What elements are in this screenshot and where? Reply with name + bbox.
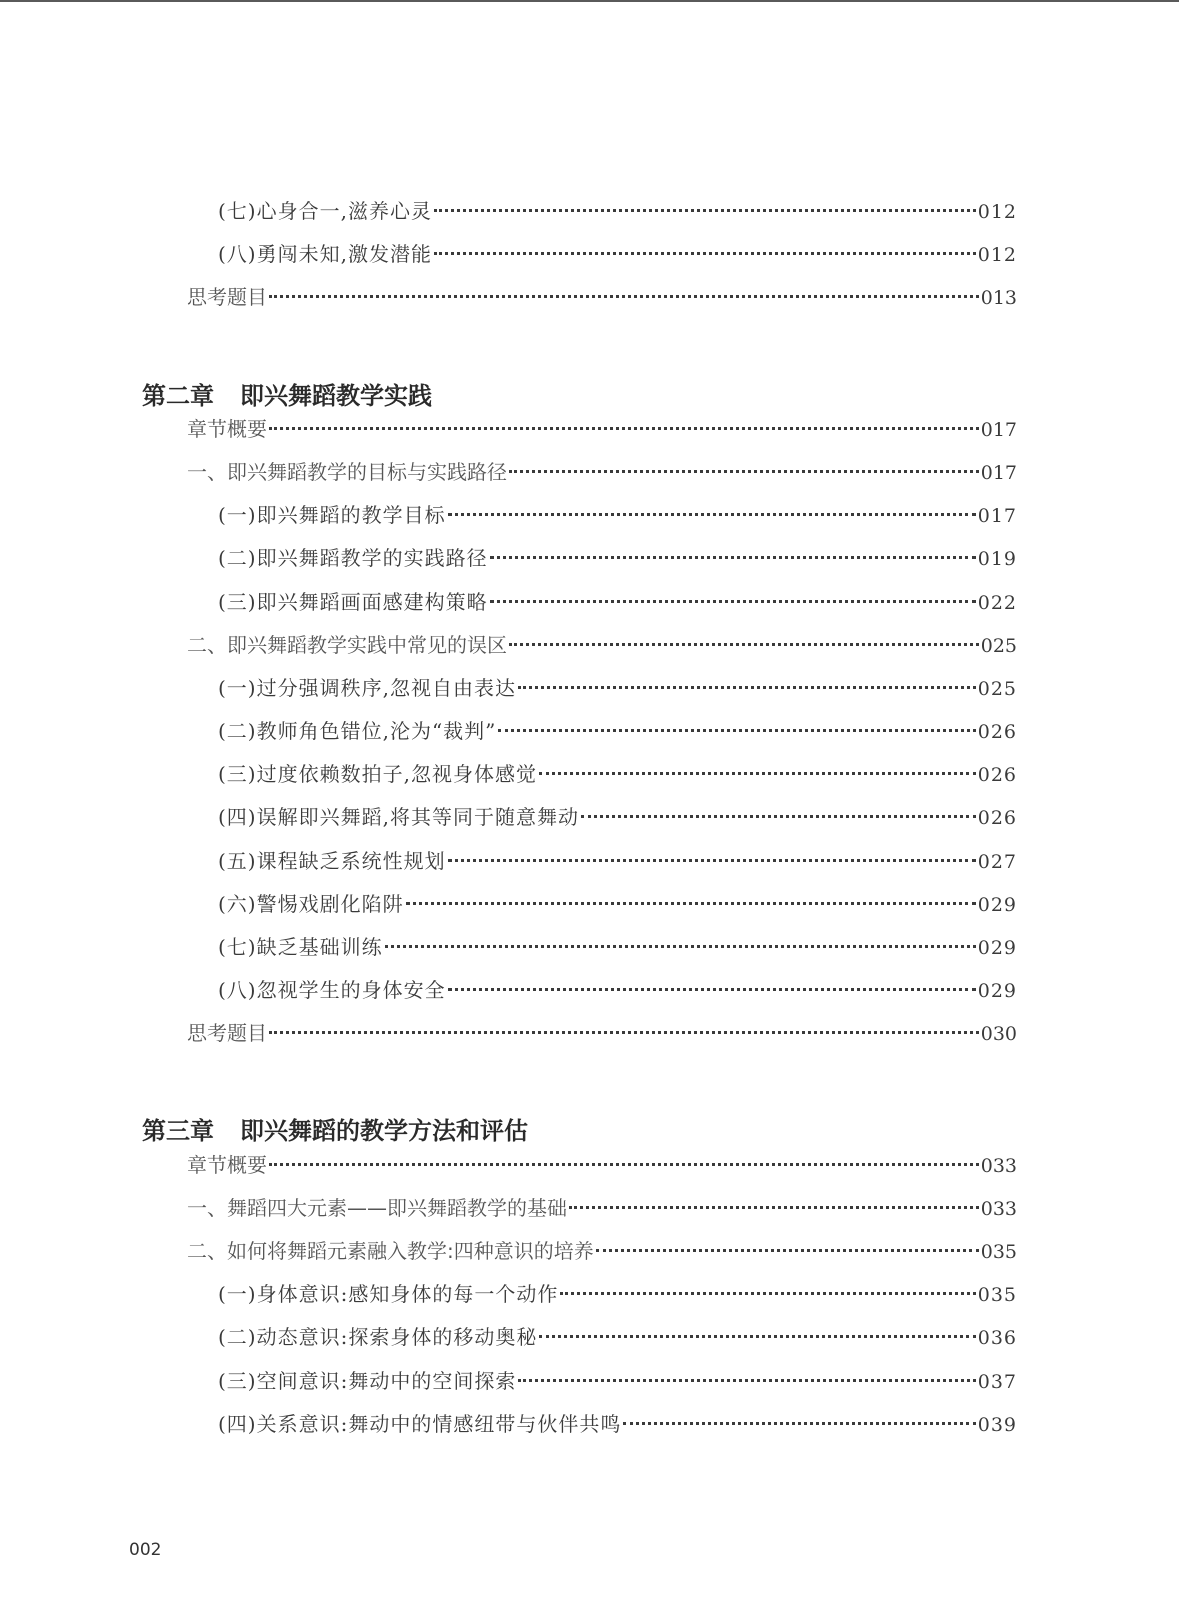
toc-entry[interactable]	[218, 846, 1017, 876]
toc-entry[interactable]	[187, 1150, 1017, 1180]
toc-entry-page: 026	[977, 721, 1017, 743]
toc-entry-page: 039	[977, 1414, 1017, 1436]
toc-entry-page: 030	[980, 1023, 1017, 1045]
dot-leader	[269, 295, 979, 298]
dot-leader	[406, 902, 976, 905]
toc-entry-title: (四)关系意识:舞动中的情感纽带与伙伴共鸣	[218, 1412, 622, 1436]
toc-entry-page: 019	[977, 548, 1017, 570]
toc-entry-page: 017	[977, 505, 1017, 527]
dot-leader	[434, 252, 976, 255]
dot-leader	[269, 427, 979, 430]
toc-entry-page: 037	[977, 1371, 1017, 1393]
toc-entry-page: 035	[980, 1241, 1017, 1263]
toc-entry-page: 013	[980, 287, 1017, 309]
dot-leader	[385, 945, 976, 948]
toc-entry-title: 二、即兴舞蹈教学实践中常见的误区	[187, 633, 507, 657]
chapter-heading[interactable]	[142, 1113, 528, 1149]
toc-entry-page: 012	[977, 244, 1017, 266]
toc-entry-page: 029	[977, 894, 1017, 916]
chapter-number: 第三章	[142, 1116, 214, 1145]
toc-entry-title: 二、如何将舞蹈元素融入教学:四种意识的培养	[187, 1239, 594, 1263]
toc-entry-title: (五)课程缺乏系统性规划	[218, 849, 446, 873]
page-number: 002	[129, 1540, 162, 1560]
toc-entry-title: 思考题目	[187, 1021, 267, 1045]
toc-entry-title: (七)心身合一,滋养心灵	[218, 199, 432, 223]
toc-entry[interactable]	[218, 889, 1017, 919]
toc-entry-title: (一)即兴舞蹈的教学目标	[218, 503, 446, 527]
chapter-number: 第二章	[142, 381, 214, 410]
dot-leader	[581, 815, 976, 818]
toc-entry-title: 一、舞蹈四大元素——即兴舞蹈教学的基础	[187, 1196, 567, 1220]
toc-entry-title: (一)身体意识:感知身体的每一个动作	[218, 1282, 559, 1306]
toc-entry[interactable]	[187, 1236, 1017, 1266]
dot-leader	[518, 1379, 975, 1382]
dot-leader	[560, 1292, 975, 1295]
toc-entry[interactable]	[187, 630, 1017, 660]
dot-leader	[448, 859, 976, 862]
dot-leader	[596, 1249, 979, 1252]
toc-entry[interactable]	[218, 1279, 1017, 1309]
chapter-heading[interactable]	[142, 378, 432, 414]
toc-entry[interactable]	[187, 282, 1017, 312]
toc-entry-page: 017	[980, 462, 1017, 484]
top-rule	[0, 0, 1179, 2]
toc-entry-title: 章节概要	[187, 417, 267, 441]
toc-entry[interactable]	[187, 1018, 1017, 1048]
dot-leader	[490, 600, 976, 603]
dot-leader	[509, 470, 979, 473]
toc-entry[interactable]	[187, 414, 1017, 444]
dot-leader	[539, 772, 976, 775]
toc-entry-title: (六)警惕戏剧化陷阱	[218, 892, 404, 916]
dot-leader	[518, 686, 976, 689]
toc-entry[interactable]	[218, 673, 1017, 703]
toc-entry[interactable]	[218, 932, 1017, 962]
toc-entry-title: (二)即兴舞蹈教学的实践路径	[218, 546, 488, 570]
dot-leader	[448, 988, 976, 991]
toc-entry-title: (二)动态意识:探索身体的移动奥秘	[218, 1325, 538, 1349]
chapter-title: 即兴舞蹈的教学方法和评估	[240, 1116, 528, 1145]
toc-entry-title: (七)缺乏基础训练	[218, 935, 383, 959]
dot-leader	[569, 1206, 979, 1209]
toc-entry-page: 025	[977, 678, 1017, 700]
toc-entry-page: 035	[977, 1284, 1017, 1306]
dot-leader	[269, 1031, 979, 1034]
toc-entry-title: 章节概要	[187, 1153, 267, 1177]
toc-entry[interactable]	[218, 543, 1017, 573]
toc-entry-title: (八)忽视学生的身体安全	[218, 978, 446, 1002]
toc-entry-page: 025	[980, 635, 1017, 657]
toc-entry[interactable]	[218, 587, 1017, 617]
dot-leader	[490, 556, 976, 559]
toc-entry[interactable]	[218, 1366, 1017, 1396]
toc-entry[interactable]	[218, 975, 1017, 1005]
toc-entry[interactable]	[187, 457, 1017, 487]
toc-entry-title: (三)过度依赖数拍子,忽视身体感觉	[218, 762, 537, 786]
toc-entry-title: (一)过分强调秩序,忽视自由表达	[218, 676, 516, 700]
toc-entry-page: 026	[977, 807, 1017, 829]
toc-entry-page: 027	[977, 851, 1017, 873]
toc-entry-page: 012	[977, 201, 1017, 223]
dot-leader	[539, 1335, 975, 1338]
toc-entry[interactable]	[218, 500, 1017, 530]
toc-entry-page: 033	[980, 1155, 1017, 1177]
toc-entry-page: 029	[977, 937, 1017, 959]
dot-leader	[498, 729, 975, 732]
toc-entry[interactable]	[218, 196, 1017, 226]
toc-entry-page: 036	[977, 1327, 1017, 1349]
toc-entry[interactable]	[218, 716, 1017, 746]
dot-leader	[448, 513, 976, 516]
toc-entry[interactable]	[218, 1322, 1017, 1352]
dot-leader	[623, 1422, 975, 1425]
dot-leader	[509, 643, 979, 646]
toc-entry-page: 033	[980, 1198, 1017, 1220]
toc-entry[interactable]	[218, 802, 1017, 832]
toc-entry[interactable]	[218, 759, 1017, 789]
chapter-title: 即兴舞蹈教学实践	[240, 381, 432, 410]
toc-entry-page: 022	[977, 592, 1017, 614]
toc-entry[interactable]	[218, 1409, 1017, 1439]
toc-entry-title: 思考题目	[187, 285, 267, 309]
toc-entry-title: (二)教师角色错位,沦为“裁判”	[218, 719, 497, 743]
dot-leader	[434, 209, 976, 212]
toc-entry-title: (三)即兴舞蹈画面感建构策略	[218, 590, 488, 614]
dot-leader	[269, 1163, 979, 1166]
toc-entry-page: 017	[980, 419, 1017, 441]
toc-entry-page: 029	[977, 980, 1017, 1002]
toc-entry-page: 026	[977, 764, 1017, 786]
toc-entry-title: (三)空间意识:舞动中的空间探索	[218, 1369, 517, 1393]
toc-entry[interactable]	[187, 1193, 1017, 1223]
toc-entry-title: (八)勇闯未知,激发潜能	[218, 242, 432, 266]
toc-entry-title: 一、即兴舞蹈教学的目标与实践路径	[187, 460, 507, 484]
toc-entry-title: (四)误解即兴舞蹈,将其等同于随意舞动	[218, 805, 579, 829]
toc-entry[interactable]	[218, 239, 1017, 269]
